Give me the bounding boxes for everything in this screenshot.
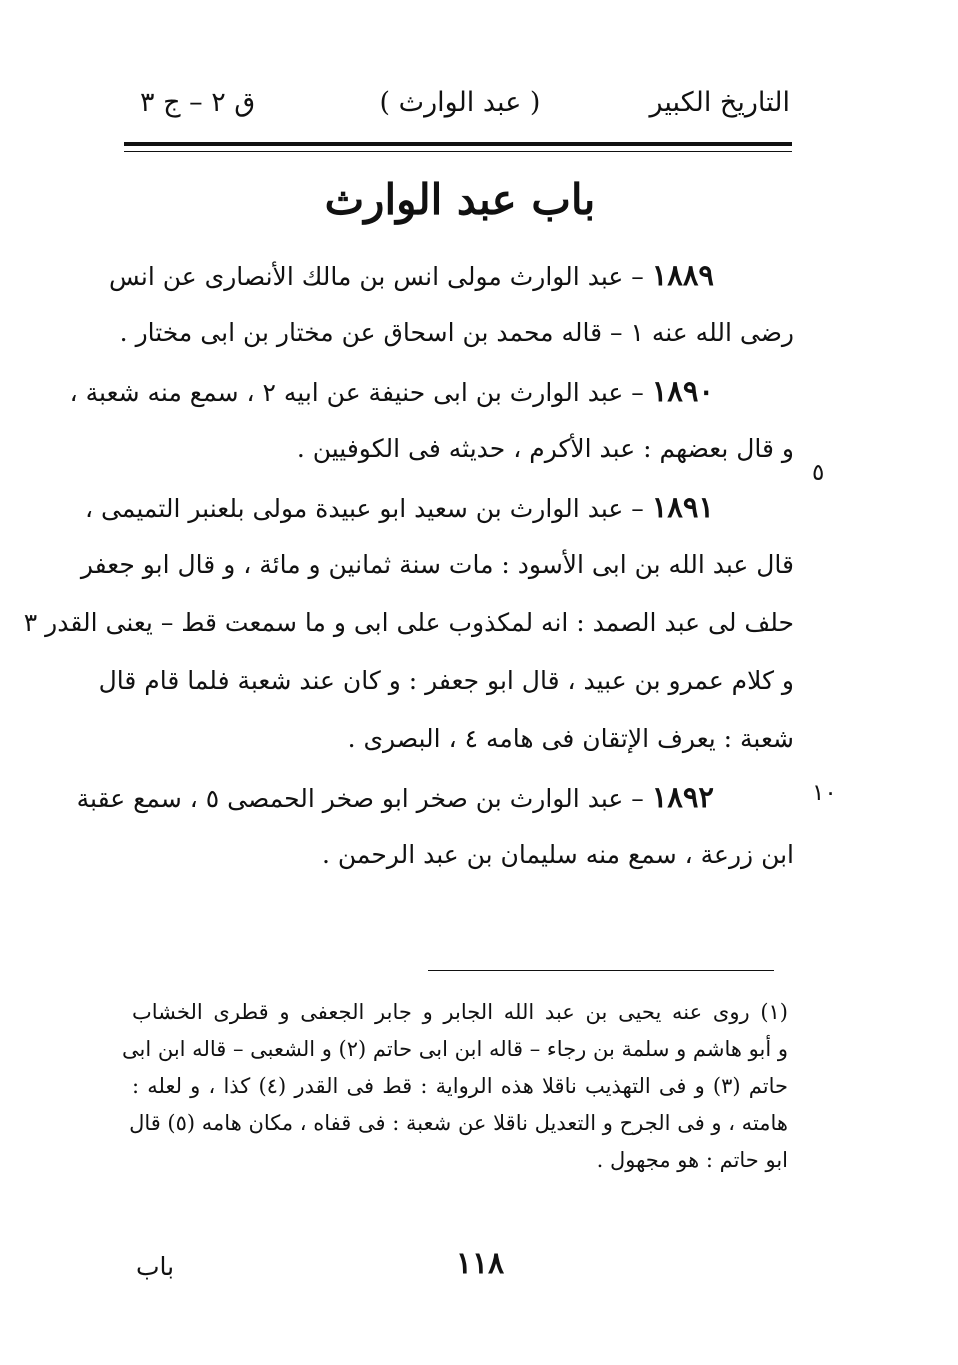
text-line bbox=[134, 420, 794, 478]
volume-label: ق ٢ – ج ٣ bbox=[140, 87, 256, 118]
main-text bbox=[23, 246, 794, 884]
margin-line-number: ٥ bbox=[812, 460, 825, 486]
text-line bbox=[23, 594, 794, 652]
book-title: التاريخ الكبير bbox=[649, 87, 790, 118]
entry-text: رضى الله عنه ١ – قاله محمد بن اسحاق عن مختار بن ابى مختار . bbox=[119, 318, 794, 347]
entry-text: – عبد الوارث بن ابى حنيفة عن ابيه ٢ ، سمع منه شعبة ، bbox=[69, 378, 644, 407]
footnote-line: حاتم (٣) و فى التهذيب ناقلا هذه الرواية : قط فى القدر (٤) كذا ، و لعله : bbox=[132, 1074, 788, 1098]
section-title: ( عبد الوارث ) bbox=[379, 87, 541, 118]
text-line bbox=[80, 536, 794, 594]
text-line bbox=[98, 652, 794, 710]
text-line bbox=[85, 478, 794, 536]
entry-number: ١٨٩١ bbox=[651, 490, 714, 524]
running-header bbox=[130, 78, 790, 128]
footnotes bbox=[121, 994, 788, 1179]
page-number: ١١٨ bbox=[455, 1246, 505, 1281]
entry-number: ١٨٩٠ bbox=[651, 374, 714, 408]
entry-text: و قال بعضهم : عبد الأكرم ، حديثه فى الكوفيين . bbox=[296, 434, 794, 463]
text-line bbox=[134, 710, 794, 768]
entry-number: ١٨٩٢ bbox=[651, 780, 714, 814]
text-line bbox=[69, 362, 794, 420]
footnote-line: (١) روى عنه يحيى بن عبد الله الجابر و جابر الجعفى و قطرى الخشاب bbox=[132, 1000, 788, 1024]
entry-text: و كلام عمرو بن عبيد ، قال ابو جعفر : و كان عند شعبة فلما قام قال bbox=[98, 666, 794, 695]
text-line bbox=[134, 826, 794, 884]
entry-text: – عبد الوارث بن صخر ابو صخر الحمصى ٥ ، سمع عقبة bbox=[76, 784, 644, 813]
entry-text: – عبد الوارث مولى انس بن مالك الأنصارى عن انس bbox=[109, 262, 644, 291]
footnote-line: و أبو هاشم و سلمة بن رجاء – قاله ابن ابى حاتم (٢) و الشعبى – قاله ابن ابى bbox=[121, 1037, 788, 1061]
margin-line-number: ١٠ bbox=[812, 780, 837, 806]
entry-text: ابن زرعة ، سمع منه سليمان بن عبد الرحمن . bbox=[321, 840, 794, 869]
footnote-line: ابو حاتم : هو مجهول . bbox=[596, 1148, 788, 1172]
text-line bbox=[109, 246, 794, 304]
footnote-line: هامته ، و فى الجرح و التعديل ناقلا عن شعبة : فى قفاه ، مكان هامه (٥) قال bbox=[129, 1111, 788, 1135]
footnote-rule bbox=[428, 970, 774, 971]
entry-text: قال عبد الله بن ابى الأسود : مات سنة ثمانين و مائة ، و قال ابو جعفر bbox=[80, 550, 794, 579]
header-rule-thin bbox=[124, 151, 792, 152]
entry-number: ١٨٨٩ bbox=[651, 258, 714, 292]
text-line bbox=[119, 304, 794, 362]
header-rule-thick bbox=[124, 142, 792, 146]
entry-text: شعبة : يعرف الإتقان فى هامه ٤ ، البصرى . bbox=[347, 724, 794, 753]
entry-text: حلف لى عبد الصمد : انه لمكذوب على ابى و ما سمعت قط – يعنى القدر ٣ bbox=[23, 608, 794, 637]
chapter-heading: باب عبد الوارث bbox=[324, 175, 596, 224]
entry-text: – عبد الوارث بن سعيد ابو عبيدة مولى بلعنبر التميمى ، bbox=[85, 494, 644, 523]
catchword: باب bbox=[136, 1252, 175, 1281]
text-line bbox=[76, 768, 794, 826]
